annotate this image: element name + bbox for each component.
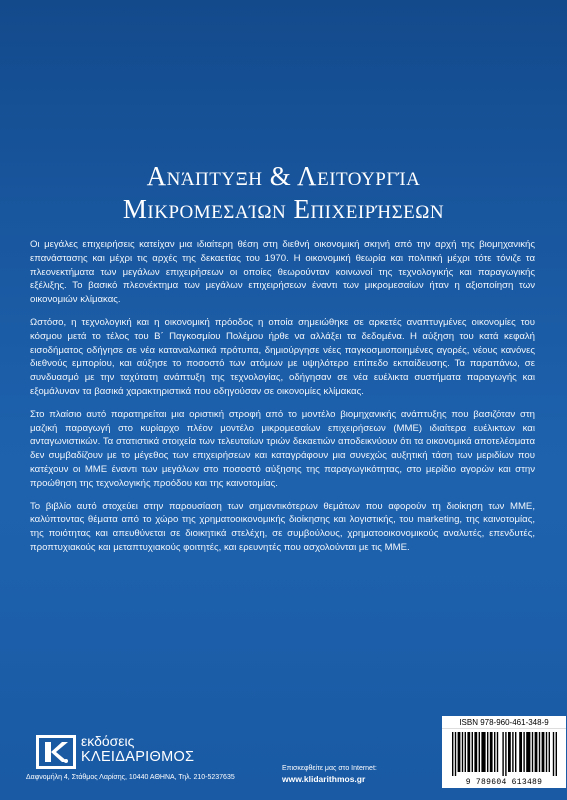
paragraph-1: Οι μεγάλες επιχειρήσεις κατείχαν μια ιδιαίτερη θέση στη διεθνή οικονομική σκηνή από την αρχή της βιομηχανικής επανάστασης και μέχρι τις αρχές της δεκαετίας του 1970. Η οικονομική θεωρία και πολιτική μέχρι τότε τόνιζε τα πλεονεκτήματα των μεγάλων επιχειρήσεων οι οποίες θεωρούνταν κοινωνοί της τεχνολογικής και παραγωγικής εξέλιξης. Το βασικό πλεονέκτημα των μεγάλων επιχειρήσεων έναντι των μικρομεσαίων ήταν η αξιοποίηση των οικονομιών κλίμακας. <box>30 239 535 306</box>
back-cover-text <box>30 238 535 564</box>
publisher-address: Δαφνομήλη 4, Στάθμος Λαρίσης, 10440 ΑΘΗΝΑ, Τηλ. 210-5237635 <box>26 774 235 781</box>
publisher-label: εκδόσεις <box>81 733 135 749</box>
barcode <box>442 729 566 788</box>
title-line-1: Ανάπτυξη & Λειτουργία <box>146 161 421 191</box>
website-link[interactable]: www.klidarithmos.gr <box>282 774 366 784</box>
barcode-digits: 9 789604 613489 <box>465 778 543 787</box>
barcode-icon <box>452 732 560 776</box>
publisher-logo-icon <box>36 735 76 769</box>
paragraph-3: Στο πλαίσιο αυτό παρατηρείται μια οριστική στροφή από το μοντέλο βιομηχανικής ανάπτυξης που βασιζόταν στη μαζική παραγωγή στο κυρίαρχο πλέον μοντέλο μικρομεσαίων επιχειρήσεων (ΜΜΕ) ιδιαίτερα ευέλικτων και ανταγωνιστικών. Τα στατιστικά στοιχεία των τελευταίων τριών δεκαετιών αποδεικνύουν ότι τα οικονομικά αποτελέσματα δεν συμβαδίζουν με το μέγεθος των επιχειρήσεων και καταγράφουν μια συνεχώς αυξητική τάση των μεριδίων που κατέχουν οι ΜΜΕ έναντι των μεγάλων στο ποσοστό αύξησης της παραγωγικότητας, στο μερίδιο αγορών και στην προώθηση της τεχνολογικής προόδου και της καινοτομίας. <box>30 408 535 489</box>
title-line-2: Μικρομεσαίων Επιχειρήσεων <box>122 194 445 224</box>
book-title <box>0 160 567 226</box>
visit-text: Επισκεφθείτε μας στο Internet: <box>282 765 377 772</box>
isbn-label: ISBN 978-960-461-348-9 <box>442 716 566 729</box>
paragraph-2: Ωστόσο, η τεχνολογική και η οικονομική πρόοδος η οποία σημειώθηκε σε αρκετές αναπτυγμένες οικονομίες του κόσμου μετά το τέλος του Β΄ Παγκοσμίου Πολέμου ήρθε να αλλάξει τα δεδομένα. Η αύξηση του κατά κεφαλή εισοδήματος οδήγησε σε νέα καταναλωτικά πρότυπα, δημιούργησε νέες παγκοσμιοποιημένες αγορές, νέους κανόνες διεθνούς εμπορίου, και αύξησε το ποσοστό των ατόμων με υψηλότερο επίπεδο εκπαίδευσης. Τα παραπάνω, σε συνδυασμό με την ταχύτατη ανάπτυξη της τεχνολογίας, οδήγησαν σε νέα ευέλικτα συστήματα παραγωγής και εξομάλυναν τα βασικά χαρακτηριστικά που οδηγούσαν σε οικονομίες κλίμακας. <box>30 316 535 397</box>
paragraph-4: Το βιβλίο αυτό στοχεύει στην παρουσίαση των σημαντικότερων θεμάτων που αφορούν τη διοίκηση των ΜΜΕ, καλύπτοντας θέματα από το χώρο της χρηματοοικονομικής διοίκησης και λογιστικής, του marketing, της καινοτομίας, της ποιότητας και απευθύνεται σε διοικητικά στελέχη, σε συμβούλους, χρηματοοικονομικούς αναλυτές, επενδυτές, προπτυχιακούς και μεταπτυχιακούς φοιτητές, και ερευνητές που ασχολούνται με τις ΜΜΕ. <box>30 500 535 553</box>
publisher-name: ΚΛΕΙΔΑΡΙΘΜΟΣ <box>81 749 195 765</box>
